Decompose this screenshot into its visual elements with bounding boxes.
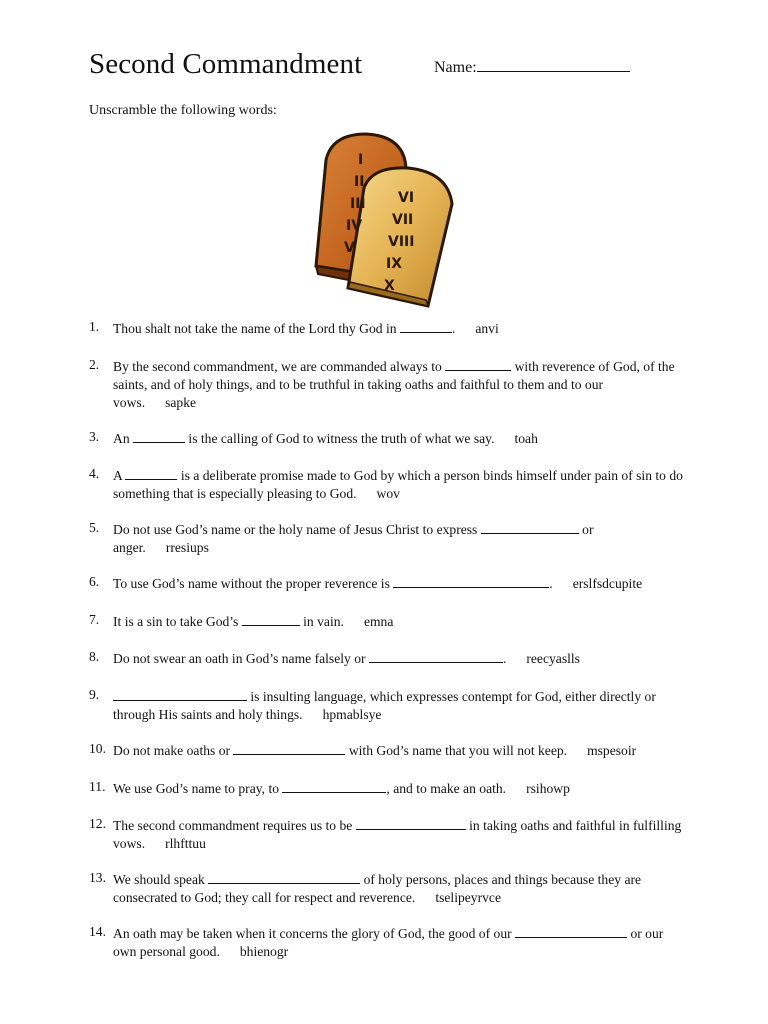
question-text-before: To use God’s name without the proper reverence is <box>113 576 394 592</box>
tablet-numeral-1: I <box>358 152 364 168</box>
question-text-after: is a deliberate promise made to God by which a person binds himself under pain of sin to do something that is especially pleasing to God. <box>113 468 683 502</box>
question-list <box>89 318 689 977</box>
scrambled-word: hpmablsye <box>322 706 382 722</box>
question-text-before: An oath may be taken when it concerns the glory of God, the good of our <box>113 926 516 942</box>
question-number: 2. <box>89 356 100 372</box>
tablet-numeral-2: II <box>354 174 365 190</box>
question-4 <box>89 465 689 503</box>
answer-blank[interactable] <box>481 519 579 534</box>
question-number: 5. <box>89 520 100 536</box>
question-3 <box>89 428 689 448</box>
answer-blank[interactable] <box>233 740 345 755</box>
answer-blank[interactable] <box>515 923 627 938</box>
question-14 <box>89 923 689 961</box>
question-13 <box>89 869 689 907</box>
scrambled-word: toah <box>514 430 538 446</box>
question-number: 7. <box>89 611 100 627</box>
scrambled-word: emna <box>363 613 394 629</box>
question-7 <box>89 611 689 631</box>
tablet-numeral-8: VIII <box>388 234 415 250</box>
question-text-before: We use God’s name to pray, to <box>113 780 283 796</box>
question-text-before: We should speak <box>113 872 209 888</box>
scrambled-word: rsihowp <box>526 780 570 796</box>
answer-blank[interactable] <box>242 611 300 626</box>
question-number: 4. <box>89 466 100 482</box>
question-text-before: By the second commandment, we are commanded always to <box>113 358 446 374</box>
answer-blank[interactable] <box>369 648 503 663</box>
question-10 <box>89 740 689 760</box>
scrambled-word: wov <box>376 486 400 502</box>
question-2 <box>89 356 689 412</box>
tablet-numeral-3: III <box>350 196 366 212</box>
scrambled-word: anvi <box>475 321 499 336</box>
name-label: Name: <box>434 59 477 76</box>
tablet-numeral-7: VII <box>392 212 414 228</box>
scrambled-word: erslfsdcupite <box>572 576 643 592</box>
question-text-before: Do not make oaths or <box>113 742 234 758</box>
answer-blank[interactable] <box>393 573 549 588</box>
question-number: 3. <box>89 428 100 444</box>
question-text-after: . <box>549 576 553 592</box>
question-number: 6. <box>89 574 100 590</box>
question-text-before: A <box>113 468 126 484</box>
tablet-numeral-6: VI <box>398 190 415 206</box>
answer-blank[interactable] <box>445 356 511 371</box>
question-12 <box>89 815 689 853</box>
scrambled-word: reecyaslls <box>526 651 580 667</box>
scrambled-word: rlhfttuu <box>165 836 206 852</box>
scrambled-word: mspesoir <box>587 742 637 758</box>
name-field[interactable] <box>434 56 630 77</box>
question-text-before: Do not use God’s name or the holy name of Jesus Christ to express <box>113 522 481 538</box>
question-text-before: Do not swear an oath in God’s name falsely or <box>113 651 369 667</box>
question-number: 8. <box>89 649 100 665</box>
question-number: 11. <box>89 778 106 794</box>
question-text-after: , and to make an oath. <box>386 780 507 796</box>
answer-blank[interactable] <box>125 465 177 480</box>
question-number: 13. <box>89 870 106 886</box>
name-line[interactable] <box>477 56 630 72</box>
question-text-after: is insulting language, which expresses contempt for God, either directly or through His saints and holy things. <box>113 688 656 722</box>
question-text-before: An <box>113 430 134 446</box>
tablet-numeral-10: X <box>384 278 395 294</box>
question-5 <box>89 519 689 557</box>
question-text-after: or our own personal good. <box>113 926 664 960</box>
question-text-before: It is a sin to take God’s <box>113 613 242 629</box>
question-number: 1. <box>89 319 100 334</box>
question-text-after: with reverence of God, of the saints, and of holy things, and to be truthful in taking oaths and faithful to them and to our vows. <box>113 358 675 410</box>
answer-blank[interactable] <box>400 318 452 333</box>
question-number: 14. <box>89 924 106 940</box>
answer-blank[interactable] <box>282 778 386 793</box>
question-number: 10. <box>89 740 106 756</box>
tablet-numeral-4: IV <box>346 218 363 234</box>
question-text-before: The second commandment requires us to be <box>113 818 356 834</box>
answer-blank[interactable] <box>133 428 185 443</box>
scrambled-word: bhienogr <box>239 944 289 960</box>
question-text-after: or anger. <box>113 522 594 556</box>
instructions: Unscramble the following words: <box>89 103 277 118</box>
question-number: 9. <box>89 686 100 702</box>
ten-commandments-tablets-image <box>312 130 460 308</box>
worksheet-title: Second Commandment <box>89 48 363 80</box>
question-text-after: of holy persons, places and things because they are consecrated to God; they call for respect and reverence. <box>113 872 642 906</box>
question-1 <box>89 318 689 338</box>
question-text-before: Thou shalt not take the name of the Lord thy God in <box>113 321 400 336</box>
question-6 <box>89 573 689 593</box>
question-8 <box>89 648 689 668</box>
scrambled-word: tselipeyrvce <box>435 890 501 906</box>
scrambled-word: rresiups <box>165 540 209 556</box>
tablet-numeral-9: IX <box>386 256 403 272</box>
tablet-numeral-5: V <box>344 240 355 256</box>
question-text-after: in taking oaths and faithful in fulfilling vows. <box>113 818 682 852</box>
answer-blank[interactable] <box>208 869 360 884</box>
question-text-after: is the calling of God to witness the truth of what we say. <box>185 430 495 446</box>
question-number: 12. <box>89 816 106 832</box>
question-9 <box>89 686 689 724</box>
answer-blank[interactable] <box>113 686 247 701</box>
question-text-after: . <box>451 321 456 336</box>
answer-blank[interactable] <box>356 815 466 830</box>
scrambled-word: sapke <box>165 394 197 410</box>
question-text-after: . <box>502 651 507 667</box>
question-text-after: with God’s name that you will not keep. <box>345 742 568 758</box>
question-text-after: in vain. <box>299 613 344 629</box>
question-11 <box>89 778 689 798</box>
